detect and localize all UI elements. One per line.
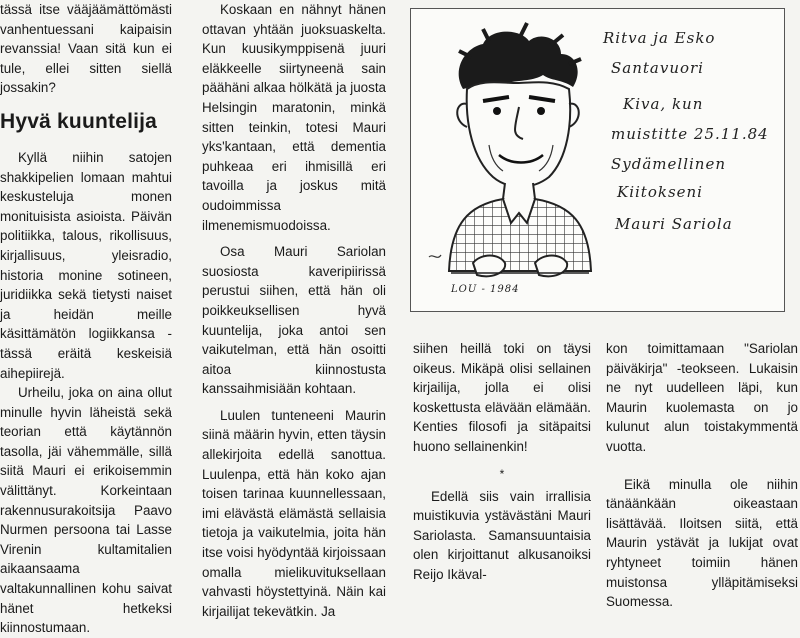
paragraph: Kyllä niihin satojen shakkipelien lomaan mahtui keskusteluja monen monituisista asioista. Päivän politiikka, talous, rikollisuus, kirjallisuus, yleisradio, historia monine sotineen, juridiikka sekä tietysti naiset ja heidän meille käsittämätön logiikkansa - tässä eräitä keskeisiä aihepiirejä. <box>0 149 172 381</box>
dedication-line: Sydämellinen <box>611 155 726 173</box>
caricature-illustration <box>410 8 785 312</box>
paragraph: Osa Mauri Sariolan suosiosta kaveripiirissä perustui siihen, että hän oli poikkeuksellisen hyvä kuuntelija, joka antoi sen vaikutelman, että hän osoitti aitoa kiinnostusta kanssaihmisiään kohtaan. <box>202 244 386 397</box>
section-heading: Hyvä kuuntelija <box>0 109 158 133</box>
article-column-3 <box>413 339 591 585</box>
dedication-line: Santavuori <box>611 59 704 77</box>
article-column-1 <box>0 0 172 638</box>
article-column-2 <box>202 0 386 621</box>
paragraph: Luulen tunteneeni Maurin siinä määrin hyvin, etten täysin allekirjoita edellä sanottua. Luulenpa, että hän koko ajan toisen tarinaa kuunnellessaan, imi elävästä elämästä sellaisia tietoja ja vaikutelmia, joita hän itse voisi hyödyntää kirjoissaan omalla mielikuvituksellaan vahvasti höystettyinä. Näin kai kirjailijat tekevätkin. Ja <box>202 407 386 619</box>
dedication-line: Kiva, kun <box>623 95 704 113</box>
dedication-line: muistitte 25.11.84 <box>611 125 769 143</box>
caricature-drawing <box>411 9 784 311</box>
dedication-line: Ritva ja Esko <box>603 29 716 47</box>
dedication-signature: Mauri Sariola <box>615 215 733 233</box>
section-divider-star: * <box>499 466 505 481</box>
paragraph: kon toimittamaan "Sariolan päiväkirja" -teokseen. Lukaisin ne nyt uudelleen läpi, kun Maurin kuolemasta on jo kulunut alun toistakymmentä vuotta. <box>606 341 798 454</box>
paragraph: Eikä minulla ole niihin tänäänkään oikeastaan lisättävää. Iloitsen siitä, että Maurin ystävät ja lukijat ovat ryhtyneet toimiin hänen muistonsa ylläpitämiseksi Suomessa. <box>606 476 798 610</box>
paragraph: Edellä siis vain irrallisia muistikuvia ystävästäni Mauri Sariolasta. Samansuuntaisia olen kirjoittanut alkusanoiksi Reijo Ikäval- <box>413 488 591 582</box>
paragraph: Koskaan en nähnyt hänen ottavan yhtään juoksuaskelta. Kun kuusikymppisenä juuri eläkkeelle siirtyneenä sain päähäni alkaa hölkätä ja juosta Helsingin maratonin, minkä sitten teinkin, totesi Mauri yks'kantaan, että dementia puhkeaa eri ihmisillä eri tavoilla ja joskus mitä oudoimmissa ilmenemismuodoissa. <box>202 2 386 233</box>
paragraph: Urheilu, joka on aina ollut minulle hyvin läheistä sekä teorian että käytännön tasolla, jäi vähemmälle, sillä siitä Mauri ei erikoisemmin välittänyt. Korkeintaan rakennusurakoitsija Paavo Nurmen persoona tai Lasse Virenin kultamitalien aikaansaama valtakunnallinen kohu saivat hänet hetkeksi kiinnostumaan. <box>0 385 172 636</box>
paragraph: siihen heillä toki on täysi oikeus. Mikäpä olisi sellainen kirjailija, jolla ei olisi koskettusta elävään elämään. Kenties filosofi ja sitäpaitsi huono sellainenkin! <box>413 341 591 454</box>
paragraph: tässä itse vääjäämättömästi vanhentuessani kaipaisin revanssia! Vaan sitä kun ei tule, ellei sitten siellä jossakin? <box>0 2 172 96</box>
artist-date: LOU - 1984 <box>451 284 520 295</box>
dedication-line: Kiitokseni <box>617 183 703 201</box>
article-column-4 <box>606 339 798 612</box>
